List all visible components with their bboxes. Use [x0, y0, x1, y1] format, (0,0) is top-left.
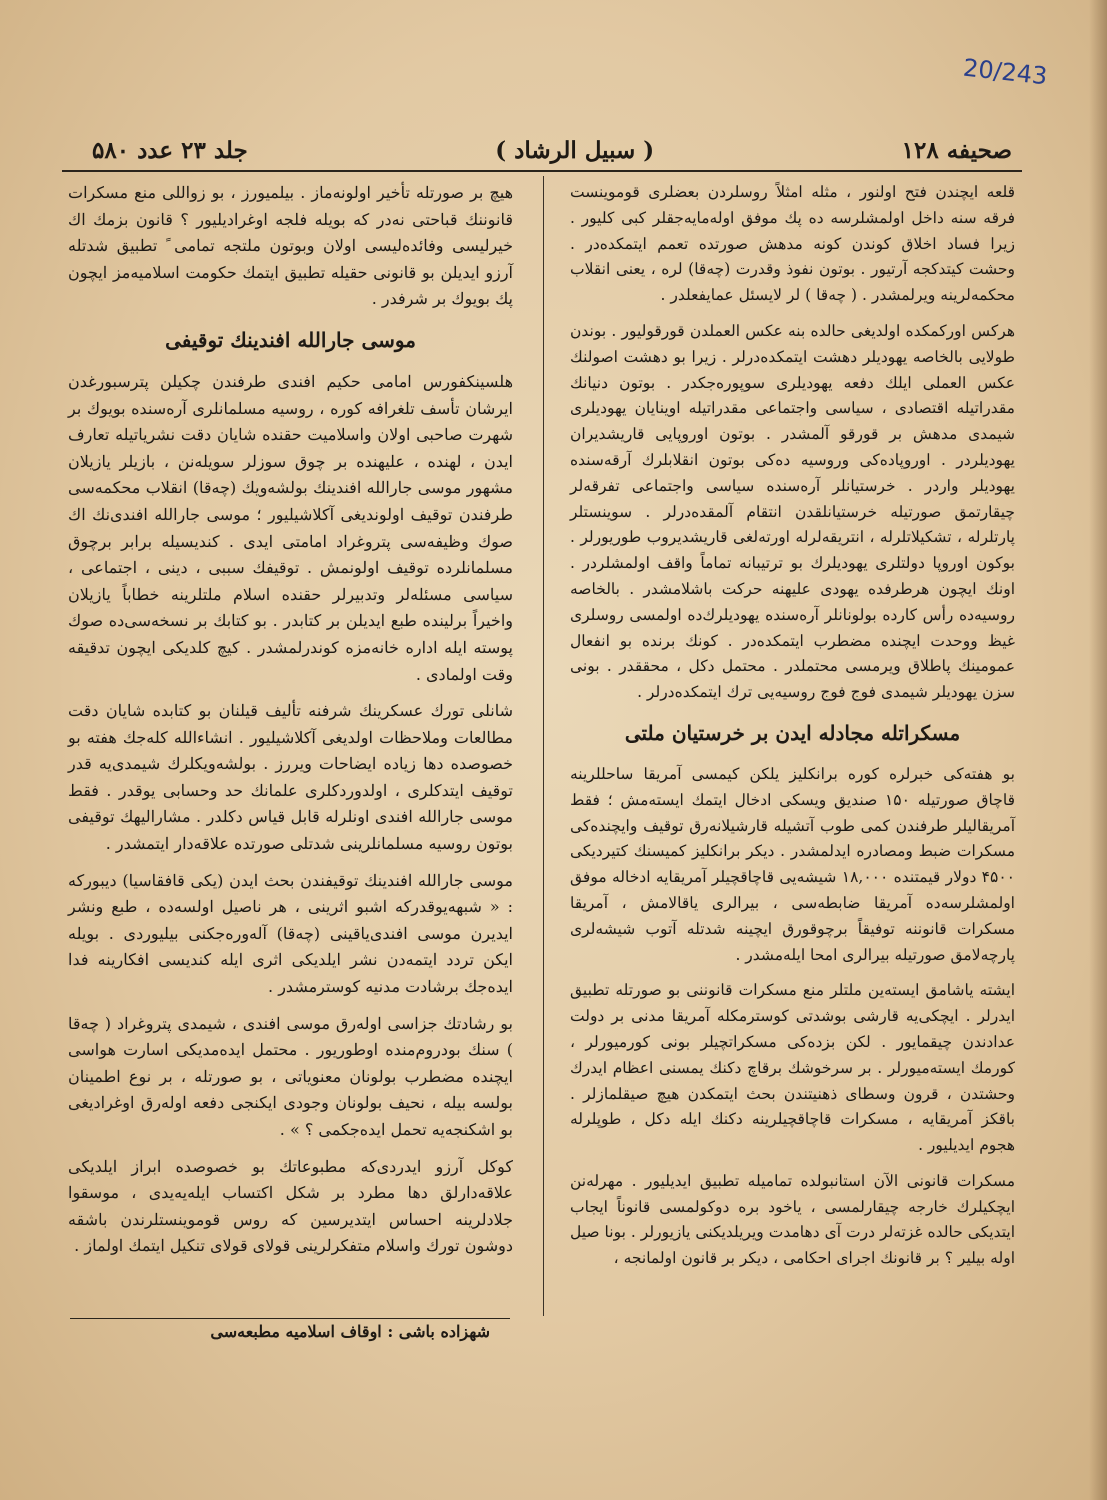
article-paragraph: هركس اوركمكده اولدیغی حالده بنه عكس العملدن قورقولیور . بوندن طولایی بالخاصه یهودیلر دهشت ایتمكده‌درلر . زیرا بو دهشت اصولنك عكس العملی ایلك دفعه یهودیلری سوپوره‌جكدر . بوتون دنیانك مقدراتیله اقتصادی ، سیاسی واجتماعی مقدراتیله اوینایان یهودیلری شیمدی مدهش بر قورقو آلمشدر . بوتون اوروپایی قاریشدیران یهودیلردر . اوروپاده‌كی وروسیه ده‌كی بوتون انقلابلرك آرقه‌سنده یهودیلر واردر . خرستیانلر آره‌سنده سیاسی واجتماعی تفرقه‌لر چیقارتمق صورتیله خرستیانلقدن انتقام آلمقده‌درلر . سوینستلر پارتلرله ، تشكیلاتلرله ، انتریقه‌لرله اورته‌لغی قاریشدیروب طوریورلر . بوكون اوروپا دولتلری یهودیلرك بو ترتیبانه تماماً واقف اولمشلردر . اونك ایچون هرطرفده یهودی علیهنه حركت باشلامشدر . بالخاصه روسیه‌ده رأس كارده بولونانلر آره‌سنده یهودیلرك‌ده اولمسی روسلری غیظ ووحدت ایچنده مضطرب ایتمكده‌در . كونك برنده بو انفعال عمومینك پاطلاق ویرمسی محتملدر . محتمل دكل ، محققدر . بونی سزن یهودیلر شیمدی فوج فوج روسیه‌یی ترك ایتمكده‌درلر . — [570, 321, 1015, 702]
article-paragraph: بو هفته‌كی خبرلره كوره برانكلیز یلكن كیمسی آمریقا ساحللرینه قاچاق صورتیله ۱۵۰ صندیق ویسكی ادخال ایتمك ایسته‌مش ؛ فقط آمریقالیلر طرفندن كمی طوب آتشیله قارشیلانه‌رق توقیف وایچنده‌كی مسكرات ضبط ومصادره ایدلمشدر . دیكر برانكلیز كمیسنك كتیردیكی ۴۵۰۰ دولار قیمتنده ۱۸,۰۰۰ شیشه‌یی قاچاقچیلر آمریقایه ادخاله موفق اولمشلرسه‌ده آمریقا ضابطه‌سی ، بیرالری یاقالامش ، آمریقا مسكرات قانوننه توفیقاً برچوقورق ایچینه شدتله آتوب شیشه‌لری پارچه‌لامق صورتیله بیرالری امحا ایله‌مشدر . — [570, 764, 1015, 964]
column-divider — [543, 176, 544, 1316]
article-paragraph: ایشته یاشامق ایسته‌ین ملتلر منع مسكرات قانوننی بو صورتله تطبیق ایدرلر . ایچكی‌یه قارشی بوشدتی كوسترمكله آمریقا مدنی بر دولت عدادندن چیقمایور . لكن بزده‌كی مسكراتچیلر بونی كورمیورلر ، كورمك ایسته‌میورلر . بر سرخوشك برقاچ دكنك یمسنی اعظام ایدرك وحشتدن ، قرون وسطای ذهنیتندن بحث ایتمكدن هیچ صیقلمازلر . باقكز آمریقایه ، مسكرات قاچاقچیلرینه دكنك ایله دكل ، طوپلرله هجوم ایدیلیور . — [570, 981, 1015, 1155]
printer-imprint: شهزاده باشی : اوقاف اسلامیه مطبعه‌سی — [210, 1322, 490, 1341]
left-column — [68, 180, 513, 1270]
page-number: صحیفه ۱۲۸ — [901, 136, 1012, 164]
article-paragraph: موسی جارالله افندینك توقیفندن بحث ایدن (یكی قافقاسیا) دیبوركه : « شبهه‌یوقدركه اشبو اثرینی ، هر ناصیل اولسه‌ده ، طبع ونشر ایدیرن موسی افندی‌یاقینی (چه‌قا) آله‌وره‌جكنی بیلیوردی . بویله ایكن تردد ایتمه‌دن نشر ایلدیكی اثری ایله كندیسی افكارینه فدا ایده‌جك برشادت مدنیه كوسترمشدر . — [68, 870, 514, 997]
article-paragraph: بو رشادتك جزاسی اوله‌رق موسی افندی ، شیمدی پتروغراد ( چه‌قا ) سنك بودروم‌منده اوطوریور . محتمل ایده‌مدیكی اسارت هواسی ایچنده مضطرب بولونان معنویاتی ، بو صورتله ، بر نوع اطمینان بولسه بیله ، نحیف بولونان وجودی ایكنجی دفعه اوله‌رق اوغرادیغی بو اشكنجه‌یه تحمل ایده‌جكمی ؟ » . — [68, 1013, 513, 1139]
article-paragraph: قلعه ایچندن فتح اولنور ، مثله امثلاً روسلردن بعضلری قوموینست فرقه سنه داخل اولمشلرسه ده پك موفق اوله‌مایه‌جقلر كبی كلیور . زیرا فساد اخلاق كوندن كونه مدهش صورتده تعمم ایتمكده‌در . وحشت كیتدكجه آرتیور . بوتون نفوذ وقدرت (چه‌قا) لره ، یعنی انقلاب محكمه‌لرینه ویرلمشدر . ( چه‌قا ) لر لایسئل عمایفعلدر . — [570, 183, 1015, 305]
journal-title: ( سبیل الرشاد ) — [495, 136, 655, 164]
right-column — [570, 180, 1015, 1282]
article-paragraph: هلسینكفورس امامی حكیم افندی طرفندن چكیلن پترسبورغدن ایرشان تأسف تلغرافه كوره ، روسیه مسلمانلری آره‌سنده بویوك بر شهرت صاحبی اولان واسلامیت حقنده شایان دقت نشریاتیله تعارف ایدن ، لهنده ، علیهنده بر چوق سوزلر سویله‌نن ، بازیلر یازیلان مشهور موسی جارالله افندینك بولشه‌ویك (چه‌قا) انقلاب محكمه‌سی طرفندن توقیف اولوندیغی آكلاشیلیور ؛ موسی جارالله افندی‌نك اك صوك وظیفه‌سی پتروغراد امامتی ایدی . كندیسیله برابر برچوق مسلمانلرده توقیف اولونمش . توقیفك سببی ، دینی ، اجتماعی ، سیاسی مسئله‌لر وتدبیرلر حقنده اسلام ملتلرینه خطاباً یازیلان واخیراً برلینده طبع ایدیلن بر كتابدر . بو كتابك بر نسخه‌سی‌ده صوك پوسته ایله اداره خانه‌مزه كوندرلمشدر . كیچ كلدیكی ایچون تدقیقه وقت اولمادی . — [68, 371, 513, 684]
article-heading: مسكراتله مجادله ایدن بر خرستیان ملتی — [624, 720, 961, 745]
article-paragraph: شانلی تورك عسكرینك شرفنه تألیف قیلنان بو كتابده شایان دقت مطالعات وملاحظات اولدیغی آكلاشیلیور . انشاءالله كله‌جك هفته بو خصوصده دها زیاده ایضاحات ویررز . بولشه‌ویكلرك شیمدی‌یه قدر توقیف ایتدكلری ، اولدوردكلری علمانك حد وحسابی یوقدر . فقط موسی جارالله افندی اونلرله قابل قیاس دكلدر . مشارالیهك توقیفی بوتون روسیه مسلمانلرینی شدتلی صورتده علاقه‌دار ایتمشدر . — [68, 701, 513, 854]
article-paragraph: هیچ بر صورتله تأخیر اولونه‌ماز . بیلمیورز ، بو زواللی منع مسكرات قانوننك قباحتی نه‌در كه بویله فلجه اوغرادیلیور ؟ قانون بزمك اك خیرلیسی وفائده‌لیسی اولان وبوتون ملتجه تمامی ً تطبیق شدتله آرزو ایدیلن بو قانونی حقیله تطبیق ایتمك حكومت اسلامیه‌مز ایچون پك بویوك بر شرفدر . — [68, 183, 513, 309]
handwritten-archive-note: 20/243 — [961, 53, 1049, 91]
article-paragraph: كوكل آرزو ایدردی‌كه مطبوعاتك بو خصوصده ابراز ایلدیكی علاقه‌دارلق دها مطرد بر شكل اكتساب ایله‌یه‌یدی ، موسقوا جلادلرینه احساس ایتدیرسین كه روس قوموینستلرندن باشقه دوشون تورك واسلام متفكرلرینی قولای قولای تنكیل ایتمك اولماز . — [68, 1156, 513, 1256]
article-paragraph: مسكرات قانونی الآن استانبولده تماميله تطبیق ایدیلیور . مهرله‌نن ایچكیلرك خارجه چیقارلمسی ، یاخود بره دوكولمسی قانوناً ایجاب ایتدیكی حالده غزته‌لر درت آی دهامدت ویریلدیكنی یازیورلر . بونا صیل اوله بیلیر ؟ بر قانونك اجرای احكامی ، دیكر بر قانون اولمانجه ، — [570, 1171, 1015, 1268]
volume-issue: جلد ۲۳ عدد ۵۸۰ — [92, 136, 248, 164]
header-rule — [62, 170, 1022, 172]
article-heading: موسی جارالله افندینك توقیفی — [165, 327, 416, 352]
page-header — [92, 130, 1012, 170]
imprint-rule — [70, 1318, 510, 1319]
